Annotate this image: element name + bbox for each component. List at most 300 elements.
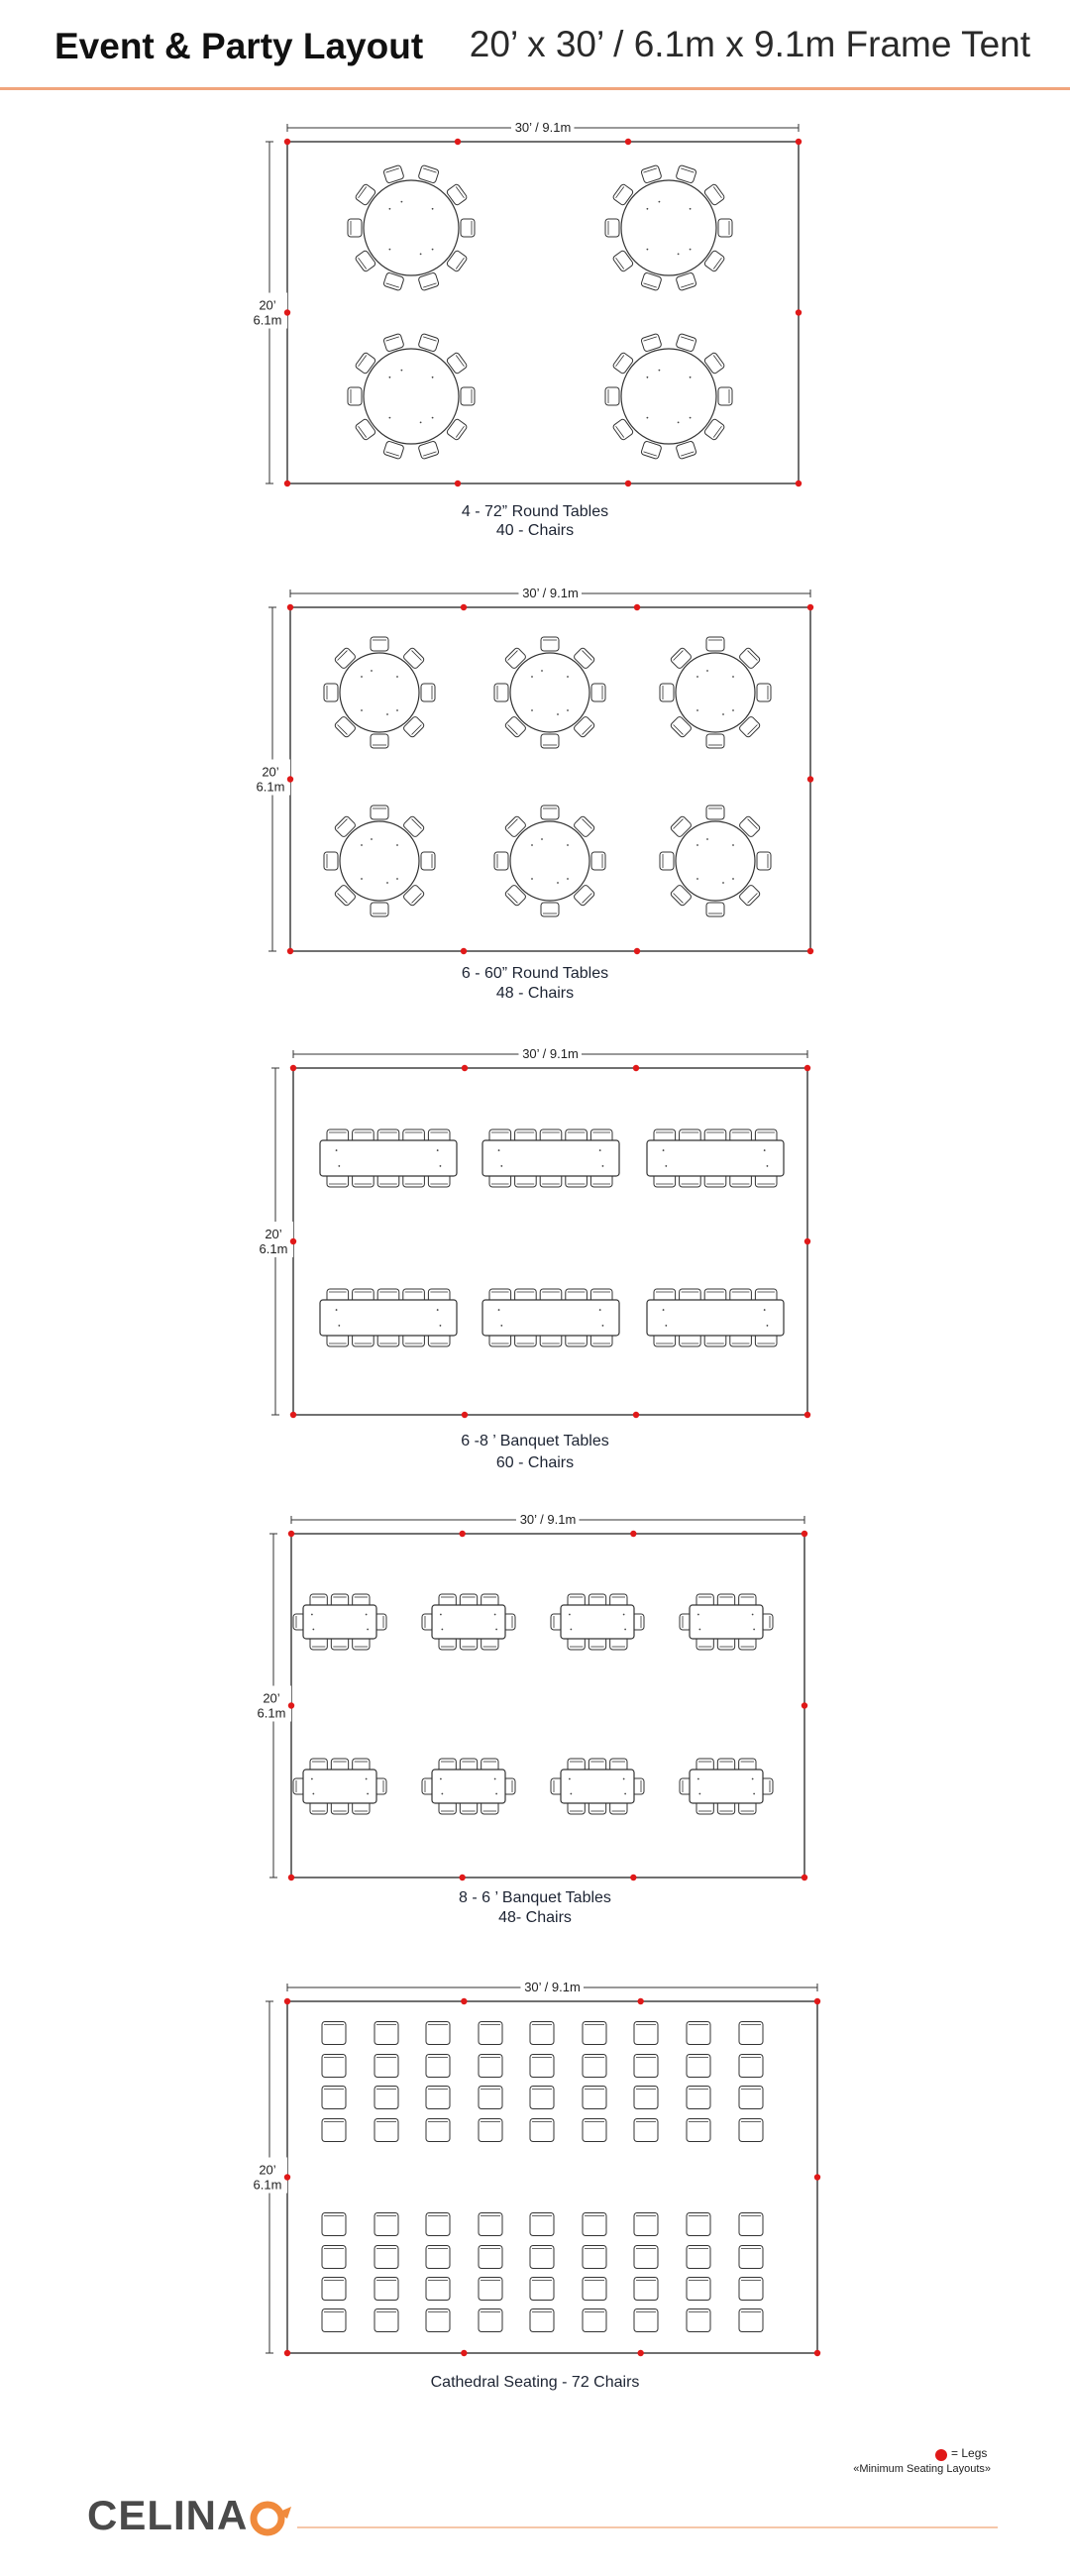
tent-leg [461,948,467,954]
chair-seat [718,387,732,405]
chair [641,164,662,183]
place-setting [753,1629,755,1631]
place-setting [420,422,422,424]
place-setting [386,713,388,715]
chair [541,903,559,916]
chair [371,903,388,916]
chair [739,2278,763,2301]
chair [374,2087,398,2109]
place-setting [432,376,434,378]
chair-seat [348,387,362,405]
place-setting [366,1778,368,1780]
tent-leg [807,604,813,610]
place-setting [440,1165,442,1167]
tent-leg [630,1531,636,1537]
tent-leg [802,1702,807,1708]
chair-seat [641,272,662,291]
place-setting [567,709,569,711]
chair-seat [461,387,475,405]
chair [479,2119,502,2142]
place-setting [432,417,434,419]
chair [739,2246,763,2269]
chair-seat [634,2278,658,2301]
chair-seat [676,441,696,460]
round-table [364,349,459,444]
layout-8ft-banquet [0,1040,1070,1456]
tent-leg [287,948,293,954]
chair [418,333,439,352]
chair [322,2119,346,2142]
chair [426,2022,450,2045]
place-setting [371,838,373,840]
place-setting [495,1629,497,1631]
chair [739,2213,763,2236]
chair [757,852,771,870]
place-setting [624,1629,626,1631]
place-setting [706,670,708,672]
legend-legs: = Legs [951,2446,988,2460]
layout-caption: 4 - 72” Round Tables [461,503,609,520]
chair [634,2278,658,2301]
round-table [510,653,589,732]
chair-seat [479,2278,502,2301]
place-setting [401,370,403,372]
chair [687,2309,710,2332]
tent-leg [634,604,640,610]
width-dimension-label: 30’ / 9.1m [522,1046,579,1061]
tent-leg [625,139,631,145]
tent-leg [634,948,640,954]
chair [634,2246,658,2269]
place-setting [570,1629,572,1631]
width-dimension-label: 30’ / 9.1m [519,1512,577,1527]
place-setting [311,1778,313,1780]
chair-seat [322,2309,346,2332]
chair [426,2246,450,2269]
place-setting [312,1629,314,1631]
tent-leg [284,2350,290,2356]
chair-seat [739,2278,763,2301]
tent-leg [461,1998,467,2004]
chair [739,2022,763,2045]
chair [324,684,338,701]
chair-seat [322,2246,346,2269]
layout-caption-sub: 48 - Chairs [495,985,575,1002]
tent-leg [284,2174,290,2180]
footer-divider [297,2526,998,2528]
chair-seat [634,2119,658,2142]
place-setting [647,249,649,251]
tent-leg [637,1998,643,2004]
chair [583,2278,606,2301]
tent-leg [462,1412,468,1418]
place-setting [602,1325,604,1327]
banquet-table [647,1300,784,1336]
chair-seat [530,2119,554,2142]
chair [530,2087,554,2109]
place-setting [389,417,391,419]
chair-seat [383,272,404,291]
place-setting [647,376,649,378]
place-setting [599,1149,601,1151]
tent-leg [290,1238,296,1244]
chair-seat [676,333,696,352]
banquet-table [303,1770,376,1803]
place-setting [732,709,734,711]
place-setting [338,1165,340,1167]
layout-caption-sub: 48- Chairs [498,1909,572,1926]
chair-seat [479,2022,502,2045]
chair [739,2309,763,2332]
round-table [621,180,716,275]
layout-caption: Cathedral Seating - 72 Chairs [430,2374,640,2391]
chair-seat [479,2309,502,2332]
place-setting [396,676,398,678]
chair-seat [383,164,404,183]
chair-seat [583,2246,606,2269]
tent-leg [633,1412,639,1418]
chair [583,2213,606,2236]
chair-seat [530,2213,554,2236]
place-setting [678,254,680,256]
chair-seat [541,903,559,916]
tent-leg [630,1875,636,1880]
chair-seat [541,734,559,748]
round-table [621,349,716,444]
chair-seat [461,219,475,237]
round-table [676,653,755,732]
chair [479,2055,502,2078]
chair [583,2246,606,2269]
chair-seat [605,387,619,405]
chair-seat [634,2246,658,2269]
place-setting [389,249,391,251]
chair [371,637,388,651]
chair [418,164,439,183]
chair-seat [426,2119,450,2142]
chair [583,2022,606,2045]
place-setting [441,1629,443,1631]
chair-seat [530,2246,554,2269]
leg-marker-icon [935,2449,947,2461]
chair [634,2055,658,2078]
chair-seat [371,805,388,819]
chair [418,441,439,460]
chair-seat [494,684,508,701]
chair [374,2246,398,2269]
place-setting [690,417,692,419]
chair-seat [322,2119,346,2142]
place-setting [494,1778,496,1780]
place-setting [312,1793,314,1795]
chair [757,684,771,701]
chair-seat [418,164,439,183]
place-setting [698,1793,700,1795]
chair-seat [541,805,559,819]
place-setting [420,254,422,256]
place-setting [500,1165,502,1167]
chair-seat [591,684,605,701]
round-table [340,653,419,732]
tent-leg [287,776,293,782]
chair-seat [739,2055,763,2078]
banquet-table [432,1605,505,1639]
chair-seat [634,2022,658,2045]
place-setting [389,376,391,378]
tent-leg [287,604,293,610]
chair-seat [426,2309,450,2332]
chair [426,2309,450,2332]
banquet-table [320,1140,457,1176]
chair-seat [687,2087,710,2109]
place-setting [647,417,649,419]
round-table [676,821,755,901]
chair [383,164,404,183]
chair-seat [660,684,674,701]
place-setting [623,1614,625,1616]
layout-caption-sub: 40 - Chairs [495,522,575,539]
chair-seat [418,272,439,291]
place-setting [665,1325,667,1327]
chair-seat [426,2213,450,2236]
place-setting [336,1149,338,1151]
place-setting [541,670,543,672]
chair [660,684,674,701]
chair-seat [426,2055,450,2078]
place-setting [623,1778,625,1780]
chair-seat [426,2022,450,2045]
place-setting [767,1325,769,1327]
chair [421,684,435,701]
chair-seat [479,2087,502,2109]
place-setting [764,1309,766,1311]
chair [322,2087,346,2109]
chair [641,441,662,460]
chair-seat [322,2213,346,2236]
chair-seat [583,2022,606,2045]
chair [530,2119,554,2142]
chair [494,852,508,870]
chair [348,387,362,405]
place-setting [366,1614,368,1616]
chair [374,2213,398,2236]
place-setting [338,1325,340,1327]
chair-seat [479,2246,502,2269]
chair [479,2022,502,2045]
depth-dimension-label-ft: 20’ [259,297,276,313]
tent-leg [284,481,290,486]
chair [322,2213,346,2236]
chair [348,219,362,237]
chair [374,2309,398,2332]
tent-leg [802,1875,807,1880]
chair-seat [739,2213,763,2236]
chair [739,2055,763,2078]
depth-dimension-label-m: 6.1m [253,312,282,328]
place-setting [697,1614,699,1616]
chair [541,637,559,651]
chair [583,2055,606,2078]
chair-seat [374,2087,398,2109]
chair [687,2278,710,2301]
place-setting [432,208,434,210]
chair-seat [374,2119,398,2142]
layout-caption: 6 - 60” Round Tables [461,965,609,982]
banquet-table [320,1300,457,1336]
depth-dimension-label-m: 6.1m [257,1705,286,1721]
chair [530,2213,554,2236]
chair [739,2119,763,2142]
chair [322,2309,346,2332]
width-dimension-label: 30’ / 9.1m [522,586,579,600]
chair [718,387,732,405]
chair [324,852,338,870]
place-setting [432,249,434,251]
tent-leg [814,2174,820,2180]
place-setting [767,1165,769,1167]
chair [634,2309,658,2332]
chair-seat [583,2278,606,2301]
place-setting [665,1165,667,1167]
chair [591,852,605,870]
chair [676,441,696,460]
tent-leg [290,1065,296,1071]
place-setting [371,670,373,672]
place-setting [752,1614,754,1616]
chair-seat [660,852,674,870]
chair [426,2213,450,2236]
chair-seat [739,2309,763,2332]
place-setting [696,676,698,678]
chair-seat [739,2119,763,2142]
chair-seat [634,2087,658,2109]
chair-seat [687,2278,710,2301]
chair [706,637,724,651]
chair-seat [687,2309,710,2332]
banquet-table [690,1605,763,1639]
layout-6ft-banquet [0,1506,1070,1922]
chair [583,2309,606,2332]
tent-leg [814,2350,820,2356]
chair-seat [374,2246,398,2269]
header [0,0,1070,90]
place-setting [602,1165,604,1167]
chair [322,2022,346,2045]
chair-seat [591,852,605,870]
chair-seat [757,684,771,701]
depth-dimension-label-ft: 20’ [262,764,279,780]
layout-60-round [0,580,1070,996]
depth-dimension-label-m: 6.1m [256,779,285,795]
chair-seat [634,2055,658,2078]
place-setting [697,1778,699,1780]
place-setting [732,878,734,880]
chair [479,2087,502,2109]
tent-leg [796,309,802,315]
depth-dimension-label-ft: 20’ [263,1690,280,1706]
tent-leg [807,776,813,782]
chair-seat [687,2246,710,2269]
tent-leg [461,604,467,610]
place-setting [722,713,724,715]
place-setting [752,1778,754,1780]
chair-seat [739,2246,763,2269]
chair-seat [634,2213,658,2236]
banquet-table [482,1300,619,1336]
chair-seat [676,164,696,183]
chair-seat [418,333,439,352]
tent-leg [796,481,802,486]
chair [641,272,662,291]
chair-seat [583,2213,606,2236]
chair [530,2246,554,2269]
place-setting [440,1614,442,1616]
chair [634,2213,658,2236]
chair-seat [641,333,662,352]
chair-seat [371,637,388,651]
chair [687,2055,710,2078]
chair [634,2087,658,2109]
width-dimension-label: 30’ / 9.1m [514,120,572,135]
chair [583,2087,606,2109]
chair-seat [530,2278,554,2301]
place-setting [437,1309,439,1311]
chair-seat [426,2278,450,2301]
banquet-table [482,1140,619,1176]
chair [479,2246,502,2269]
chair [371,734,388,748]
place-setting [495,1793,497,1795]
chair [634,2119,658,2142]
chair [583,2119,606,2142]
chair [383,333,404,352]
chair [374,2022,398,2045]
place-setting [531,844,533,846]
chair [687,2119,710,2142]
tent-leg [459,1875,465,1880]
place-setting [706,838,708,840]
tent-leg [459,1531,465,1537]
chair [676,164,696,183]
chair-seat [322,2022,346,2045]
chair [322,2278,346,2301]
chair [687,2213,710,2236]
place-setting [440,1325,442,1327]
tent-leg [455,481,461,486]
banquet-table [561,1605,634,1639]
chair-seat [641,441,662,460]
place-setting [531,878,533,880]
tent-leg [284,139,290,145]
chair-seat [687,2213,710,2236]
chair-seat [479,2213,502,2236]
tent-leg [633,1065,639,1071]
chair-seat [479,2055,502,2078]
tent-outline [291,1534,804,1878]
place-setting [690,208,692,210]
chair [641,333,662,352]
place-setting [531,709,533,711]
page-title: Event & Party Layout [54,26,424,66]
place-setting [396,709,398,711]
chair-seat [641,164,662,183]
chair-seat [583,2119,606,2142]
tent-leg [807,948,813,954]
chair-seat [324,852,338,870]
tent-leg [455,139,461,145]
chair [718,219,732,237]
chair [706,903,724,916]
